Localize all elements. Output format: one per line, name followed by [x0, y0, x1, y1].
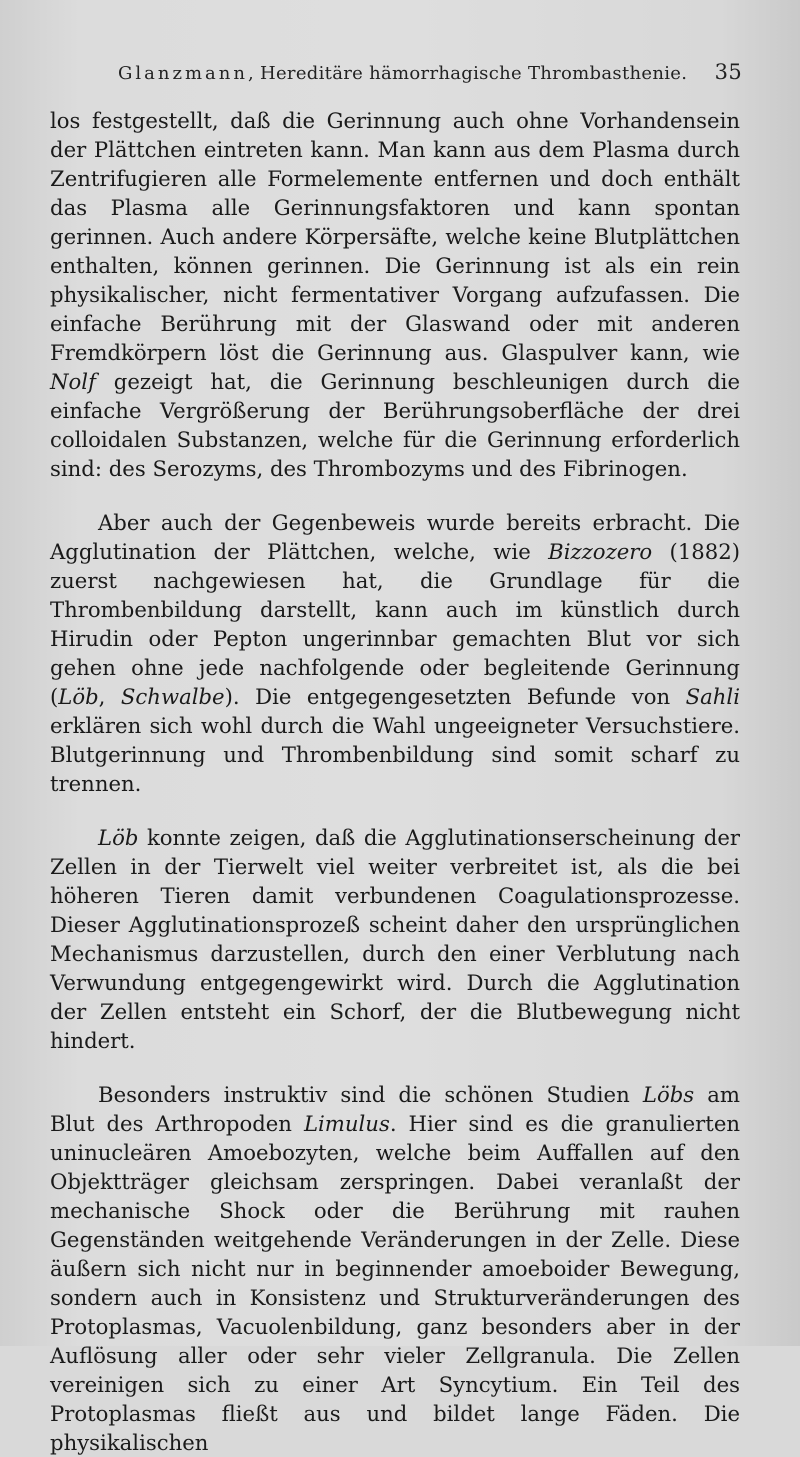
text-segment: ,: [98, 684, 121, 709]
running-header: [118, 60, 742, 88]
cited-author-name: Limulus: [303, 1111, 390, 1136]
text-segment: los festgestellt, daß die Gerinnung auch ohne Vorhandensein der Plättchen eintreten kann. Man kann aus dem Plasma durch Zentrifugieren alle Formelemente entfernen und doch enthält das Plasma alle Gerinnungsfaktoren und kann spontan gerinnen. Auch andere Körpersäfte, welche keine Blutplättchen enthalten, können gerinnen. Die Gerinnung ist als ein rein physikalischer, nicht fermentativer Vorgang aufzufassen. Die einfache Berührung mit der Glaswand oder mit anderen Fremdkörpern löst die Gerinnung aus. Glaspulver kann, wie: [50, 108, 740, 365]
text-segment: . Hier sind es die granulierten uninucleären Amoebozyten, welche beim Auffallen auf den Objektträger gleichsam zerspringen. Dabei veranlaßt der mechanische Shock oder die Berührung mit rauhen Gegenständen weitgehende Veränderungen in der Zelle. Diese äußern sich nicht nur in beginnender amoeboider Bewegung, sondern auch in Konsistenz und Strukturveränderungen des Protoplasmas, Vacuolenbildung, ganz besonders aber in der Auflösung aller oder sehr vieler Zellgranula. Die Zellen vereinigen sich zu einer Art Syncytium. Ein Teil des Protoplasmas fließt aus und bildet lange Fäden. Die physikalischen: [50, 1111, 740, 1455]
text-segment: (1882) zuerst nachgewiesen hat, die Grundlage für die Thrombenbildung darstellt, kann auch im künstlich durch Hirudin oder Pepton ungerinnbar gemachten Blut vor sich gehen ohne jede nachfolgende oder begleitende Gerinnung (: [50, 539, 741, 709]
header-title-line: [118, 63, 687, 84]
paragraph: [50, 106, 740, 483]
header-title: Hereditäre hämorrhagische Thrombasthenie.: [259, 63, 688, 84]
page-number: 35: [714, 60, 742, 84]
paragraph: [50, 508, 740, 798]
paragraph: [50, 1080, 740, 1457]
header-separator: ,: [247, 63, 260, 84]
text-segment: am Blut des Arthropoden: [50, 1082, 740, 1136]
header-author: Glanzmann: [118, 63, 248, 84]
text-segment: Besonders instruktiv sind die schönen Studien: [98, 1082, 643, 1107]
text-segment: gezeigt hat, die Gerinnung beschleunigen durch die einfache Vergrößerung der Berührungsoberfläche der drei colloidalen Substanzen, welche für die Gerinnung erforderlich sind: des Serozyms, des Thrombozyms und des Fibrinogen.: [50, 369, 740, 481]
cited-author-name: Sahli: [685, 684, 740, 709]
paragraph: [50, 823, 740, 1055]
cited-author-name: Löb: [58, 684, 99, 709]
cited-author-name: Löbs: [642, 1082, 695, 1107]
cited-author-name: Schwalbe: [120, 684, 225, 709]
text-segment: erklären sich wohl durch die Wahl ungeeigneter Versuchstiere. Blutgerinnung und Thrombenbildung sind somit scharf zu trennen.: [50, 713, 740, 796]
text-segment: ). Die entgegengesetzten Befunde von: [224, 684, 686, 709]
cited-author-name: Löb: [98, 825, 139, 850]
cited-author-name: Nolf: [50, 369, 96, 394]
text-segment: konnte zeigen, daß die Agglutinationserscheinung der Zellen in der Tierwelt viel weiter verbreitet ist, als die bei höheren Tieren damit verbundenen Coagulationsprozesse. Dieser Agglutinationsprozeß scheint daher den ursprünglichen Mechanismus darzustellen, durch den einer Verblutung nach Verwundung entgegengewirkt wird. Durch die Agglutination der Zellen entsteht ein Schorf, der die Blutbewegung nicht hindert.: [50, 825, 740, 1053]
cited-author-name: Bizzozero: [548, 539, 653, 564]
body-text: [50, 106, 740, 1457]
text-segment: Aber auch der Gegenbeweis wurde bereits erbracht. Die Agglutination der Plättchen, welche, wie: [50, 510, 740, 564]
